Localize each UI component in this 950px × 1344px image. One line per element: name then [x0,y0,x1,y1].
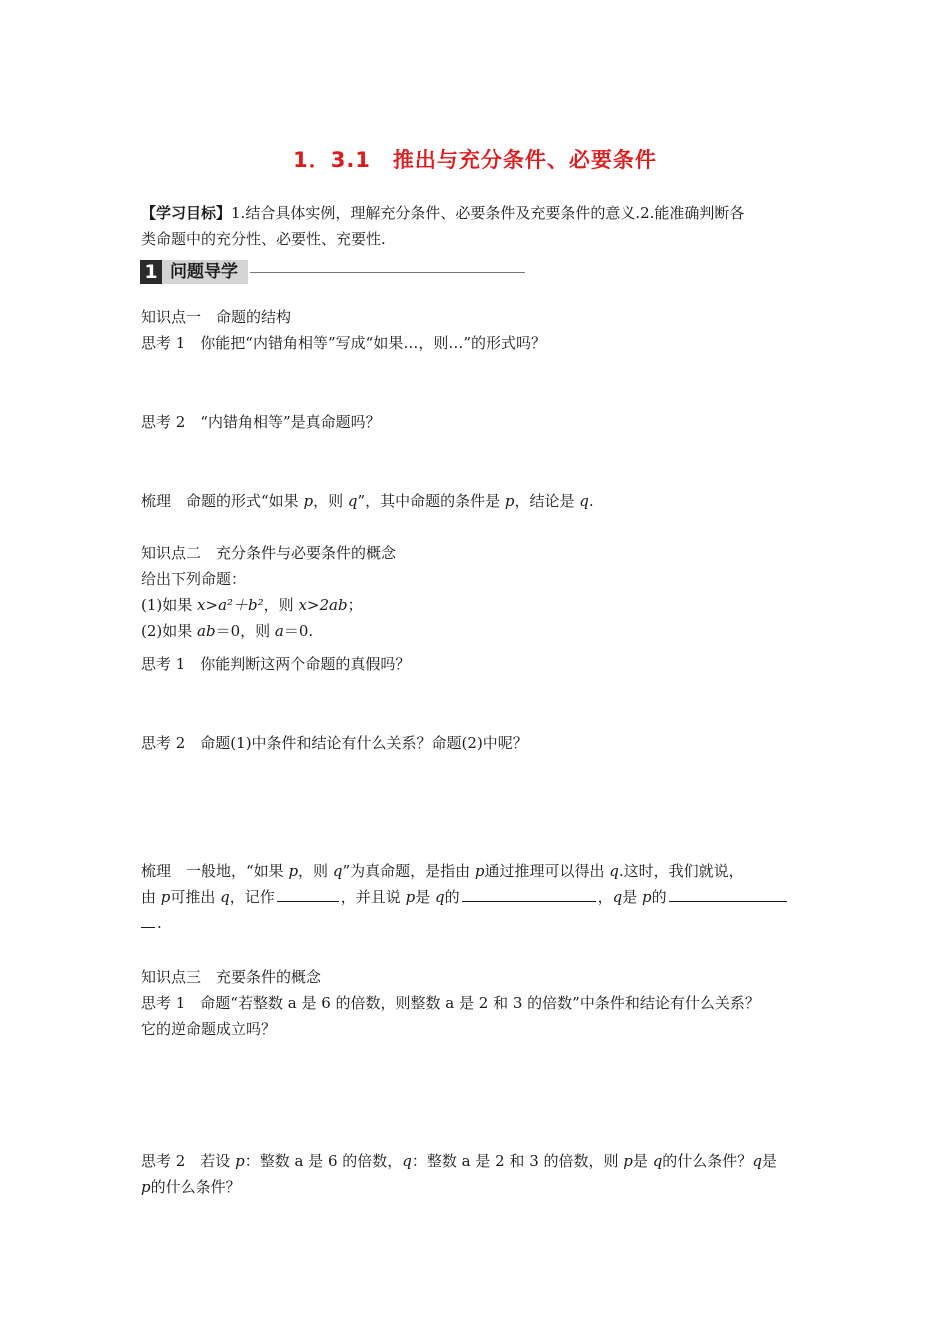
k3-think-2: 思考 2 若设 p：整数 a 是 6 的倍数，q：整数 a 是 2 和 3 的倍数，则 p是 q的什么条件？q是 p的什么条件？ [141,1152,777,1196]
fill-blank-3-continued[interactable] [141,912,155,928]
k2-heading: 知识点二 充分条件与必要条件的概念 [141,544,397,562]
fill-blank-3[interactable] [669,886,787,902]
k2-summary: 梳理 一般地，“如果 p，则 q”为真命题，是指由 p通过推理可以得出 q.这时，我们就说， 由 p可推出 q，记作 ，并且说 p是 q的 ，q是 p的 . [141,858,831,936]
section-title: 问题导学 [162,260,248,284]
objectives-line-2: 类命题中的充分性、必要性、充要性. [141,230,386,248]
k3-heading: 知识点三 充要条件的概念 [141,968,322,986]
objectives-label: 【学习目标】 [141,204,232,222]
k1-summary: 梳理 命题的形式“如果 p，则 q”，其中命题的条件是 p，结论是 q. [141,492,594,510]
section-number: 1 [140,260,162,284]
learning-objectives [141,200,831,252]
fill-blank-2[interactable] [462,886,596,902]
k2-think-1: 思考 1 你能判断这两个命题的真假吗？ [141,655,411,673]
k3-think-1: 思考 1 命题“若整数 a 是 6 的倍数，则整数 a 是 2 和 3 的倍数”中条件和结论有什么关系？ 它的逆命题成立吗？ [141,994,760,1038]
page-title: 1．3.1 推出与充分条件、必要条件 [293,148,657,172]
section-header [140,260,525,284]
section-divider [250,272,525,273]
objectives-line-1: 1.结合具体实例，理解充分条件、必要条件及充要条件的意义.2.能准确判断各 [231,204,745,222]
fill-blank-1[interactable] [277,886,339,902]
k2-intro: 给出下列命题： [141,570,247,588]
k2-proposition-1: (1)如果 x>a²＋b²，则 x>2ab； [141,596,363,614]
k1-heading: 知识点一 命题的结构 [141,308,292,326]
k1-think-2: 思考 2 “内错角相等”是真命题吗？ [141,413,381,431]
k1-think-1: 思考 1 你能把“内错角相等”写成“如果…，则…”的形式吗？ [141,334,546,352]
k2-think-2: 思考 2 命题(1)中条件和结论有什么关系？命题(2)中呢？ [141,734,528,752]
k2-proposition-2: (2)如果 ab＝0，则 a＝0. [141,622,314,640]
